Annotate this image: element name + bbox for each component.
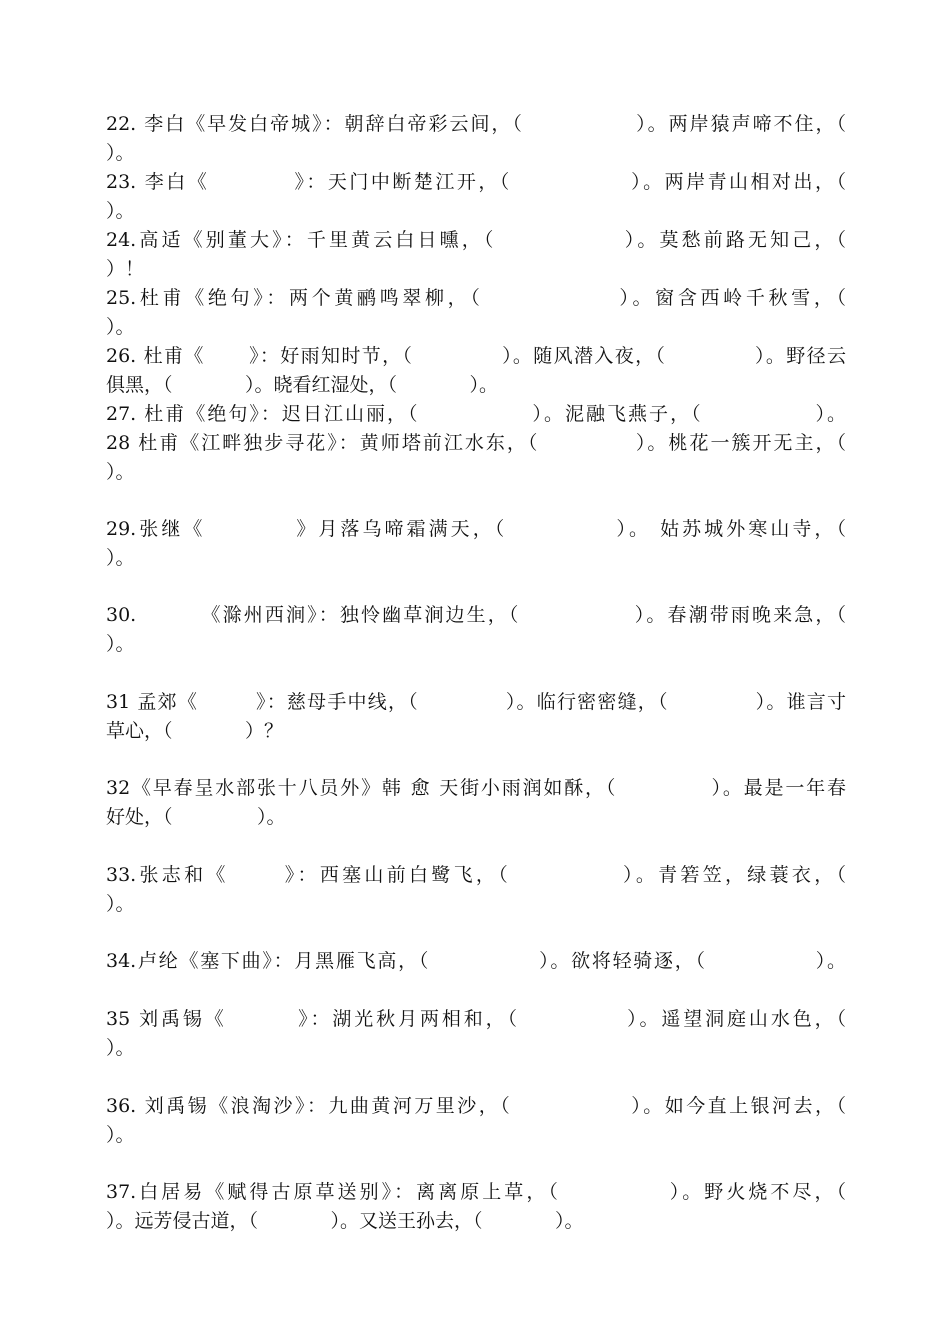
q29-line2: ）。	[106, 547, 135, 569]
q24-line1: 24.高适《别董大》：千里黄云白日曛，（ ）。莫愁前路无知己，（	[106, 229, 846, 251]
q26-line1: 26. 杜甫《 》：好雨知时节，（ ）。随风潜入夜，（ ）。野径云	[106, 345, 846, 367]
q37-line2: ）。远芳侵古道，（ ）。又送王孙去，（ ）。	[106, 1210, 584, 1232]
q37-line1: 37.白居易《赋得古原草送别》：离离原上草，（ ）。野火烧不尽，（	[106, 1181, 846, 1203]
q36-line1: 36. 刘禹锡《浪淘沙》：九曲黄河万里沙，（ ）。如今直上银河去，（	[106, 1095, 846, 1117]
q28-line2: ）。	[106, 461, 135, 483]
q33-line2: ）。	[106, 893, 135, 915]
q23-line2: ）。	[106, 200, 135, 222]
q31-line1: 31 孟郊《 》：慈母手中线，（ ）。临行密密缝，（ ）。谁言寸	[106, 691, 846, 713]
q33-line1: 33.张志和《 》：西塞山前白鹭飞，（ ）。青箬笠，绿蓑衣，（	[106, 864, 846, 886]
q32-line2: 好处，（ ）。	[106, 806, 286, 828]
q24-line2: ）！	[106, 258, 145, 280]
q25-line2: ）。	[106, 316, 135, 338]
q28-line1: 28 杜甫《江畔独步寻花》：黄师塔前江水东，（ ）。桃花一簇开无主，（	[106, 432, 846, 454]
q36-line2: ）。	[106, 1124, 135, 1146]
q22-line2: ）。	[106, 142, 135, 164]
q25-line1: 25.杜甫《绝句》：两个黄鹂鸣翠柳，（ ）。窗含西岭千秋雪，（	[106, 287, 846, 309]
q22-line1: 22. 李白《早发白帝城》：朝辞白帝彩云间，（ ）。两岸猿声啼不住，（	[106, 113, 846, 135]
q30-line1: 30. 《滁州西涧》：独怜幽草涧边生，（ ）。春潮带雨晚来急，（	[106, 604, 846, 626]
q23-line1: 23. 李白《 》：天门中断楚江开，（ ）。两岸青山相对出，（	[106, 171, 846, 193]
q34-line1: 34.卢纶《塞下曲》：月黑雁飞高，（ ）。欲将轻骑逐，（ ）。	[106, 950, 846, 972]
q32-line1: 32《早春呈水部张十八员外》韩 愈 天街小雨润如酥，（ ）。最是一年春	[106, 777, 846, 799]
q29-line1: 29.张继《 》月落乌啼霜满天，（ ）。 姑苏城外寒山寺，（	[106, 518, 846, 540]
q30-line2: ）。	[106, 633, 135, 655]
q26-line2: 俱黑，（ ）。晓看红湿处，（ ）。	[106, 374, 498, 396]
q31-line2: 草心，（ ）？	[106, 720, 283, 742]
q35-line1: 35 刘禹锡《 》：湖光秋月两相和，（ ）。遥望洞庭山水色，（	[106, 1008, 846, 1030]
q35-line2: ）。	[106, 1037, 135, 1059]
q27-line1: 27. 杜甫《绝句》：迟日江山丽，（ ）。泥融飞燕子，（ ）。	[106, 403, 846, 425]
